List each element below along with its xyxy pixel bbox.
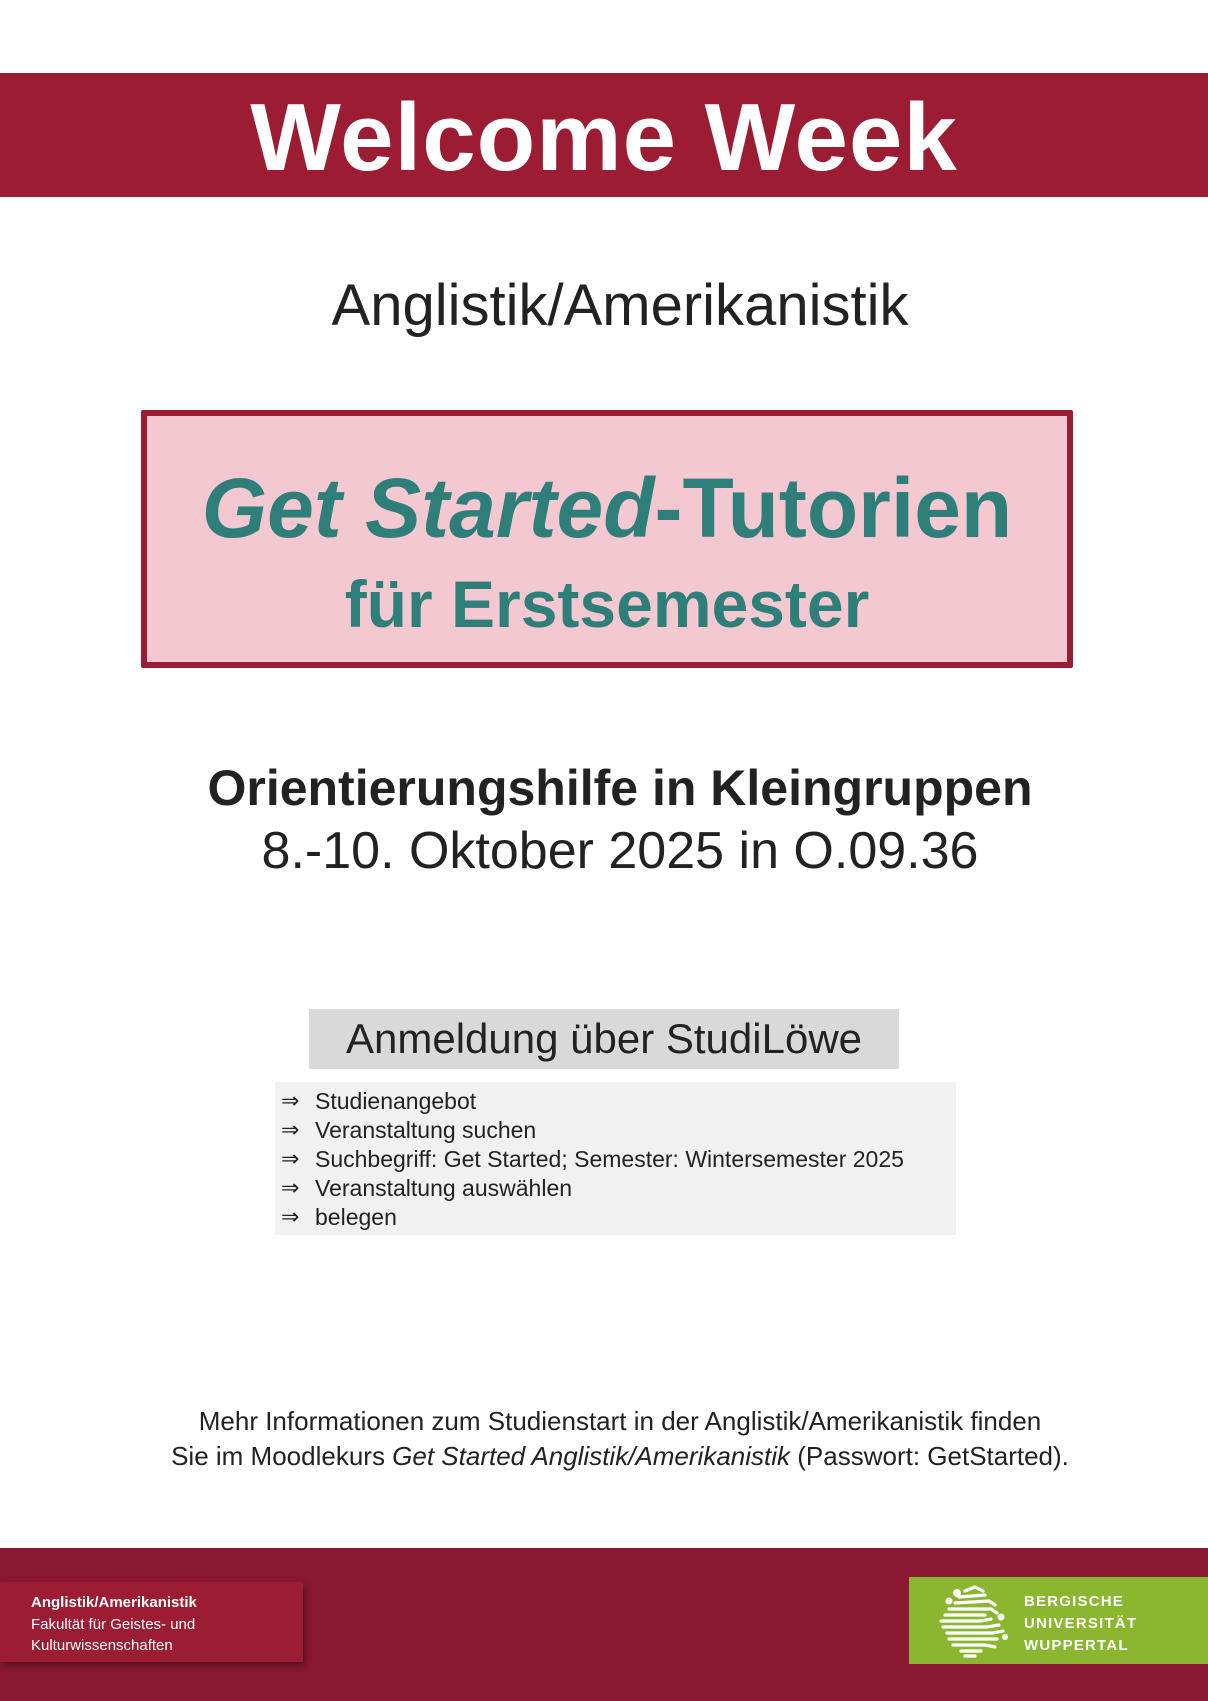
step-text: Veranstaltung auswählen [315, 1175, 573, 1201]
tutorial-title-italic: Get Started [201, 461, 655, 555]
list-item [281, 1203, 956, 1232]
registration-label: Anmeldung über StudiLöwe [345, 1015, 863, 1062]
list-item [281, 1116, 956, 1145]
info-line-1: Mehr Informationen zum Studienstart in der Anglistik/Amerikanistik finden [198, 1406, 1042, 1436]
registration-steps [275, 1082, 956, 1235]
tutorial-subtitle: für Erstsemester [344, 567, 870, 641]
faculty-line-1: Fakultät für Geistes- und [31, 1616, 196, 1633]
university-name-line-3: WUPPERTAL [1024, 1637, 1129, 1654]
arrow-right-icon: ⇒ [281, 1176, 300, 1201]
step-text: belegen [315, 1204, 397, 1230]
tutorial-title [147, 462, 1067, 554]
tutorial-title-rest: -Tutorien [654, 461, 1013, 555]
university-name [1024, 1591, 1137, 1657]
moodle-course-name: Get Started Anglistik/Amerikanistik [392, 1441, 791, 1471]
arrow-right-icon: ⇒ [281, 1089, 300, 1114]
list-item [281, 1145, 956, 1174]
tutorial-box [141, 410, 1073, 668]
info-line-2-prefix: Sie im Moodlekurs [171, 1441, 393, 1471]
info-line-2 [0, 1439, 1208, 1474]
subject-heading: Anglistik/Amerikanistik [331, 273, 909, 338]
arrow-right-icon: ⇒ [281, 1118, 300, 1143]
arrow-right-icon: ⇒ [281, 1147, 300, 1172]
orientation-headline: Orientierungshilfe in Kleingruppen [207, 760, 1033, 816]
info-text [0, 1404, 1208, 1474]
department-box [0, 1582, 303, 1662]
faculty-line-2: Kulturwissenschaften [31, 1637, 173, 1654]
university-name-line-2: UNIVERSITÄT [1024, 1615, 1138, 1632]
department-name: Anglistik/Amerikanistik [31, 1594, 197, 1611]
step-text: Suchbegriff: Get Started; Semester: Wintersemester 2025 [315, 1146, 904, 1172]
info-line-2-suffix: (Passwort: GetStarted). [790, 1441, 1069, 1471]
event-title: Welcome Week [250, 84, 958, 191]
university-logo [909, 1577, 1208, 1664]
list-item [281, 1174, 956, 1203]
event-dates: 8.-10. Oktober 2025 in O.09.36 [261, 822, 979, 880]
header-banner [0, 73, 1208, 197]
list-item [281, 1087, 956, 1116]
registration-label-box [309, 1009, 899, 1069]
step-text: Veranstaltung suchen [315, 1117, 537, 1143]
university-name-line-1: BERGISCHE [1024, 1593, 1124, 1610]
step-text: Studienangebot [315, 1088, 477, 1114]
lion-icon [935, 1583, 1013, 1659]
arrow-right-icon: ⇒ [281, 1205, 300, 1230]
